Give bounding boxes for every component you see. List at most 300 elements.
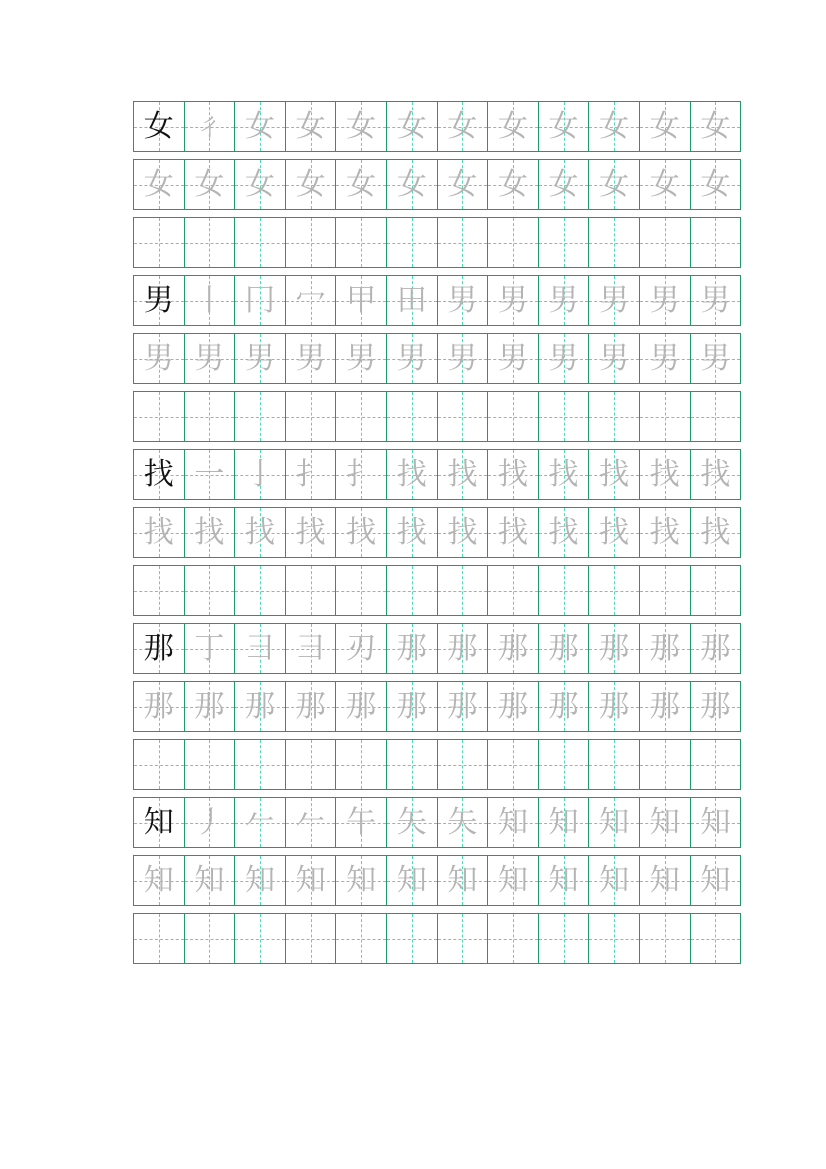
grid-cell bbox=[438, 160, 489, 209]
blank-practice-row bbox=[133, 739, 741, 790]
trace-character: 那 bbox=[700, 688, 731, 724]
grid-cell[interactable] bbox=[336, 914, 387, 963]
grid-cell bbox=[640, 450, 691, 499]
grid-cell bbox=[185, 276, 236, 325]
trace-character: 找 bbox=[346, 514, 377, 550]
grid-cell bbox=[134, 682, 185, 731]
grid-cell bbox=[336, 160, 387, 209]
model-character: 男 bbox=[143, 282, 174, 318]
grid-cell[interactable] bbox=[691, 740, 742, 789]
grid-cell[interactable] bbox=[438, 740, 489, 789]
grid-cell bbox=[134, 450, 185, 499]
grid-cell bbox=[589, 624, 640, 673]
grid-cell[interactable] bbox=[387, 566, 438, 615]
grid-cell bbox=[438, 102, 489, 151]
grid-cell bbox=[286, 160, 337, 209]
grid-cell[interactable] bbox=[185, 740, 236, 789]
trace-character: 找 bbox=[143, 514, 174, 550]
grid-cell[interactable] bbox=[539, 914, 590, 963]
grid-cell bbox=[387, 856, 438, 905]
grid-cell[interactable] bbox=[134, 566, 185, 615]
grid-cell bbox=[691, 798, 742, 847]
grid-cell[interactable] bbox=[134, 218, 185, 267]
trace-character: 那 bbox=[194, 688, 225, 724]
trace-character: 那 bbox=[497, 630, 528, 666]
trace-row bbox=[133, 855, 741, 906]
trace-character: 女 bbox=[194, 166, 225, 202]
trace-character: 那 bbox=[396, 630, 427, 666]
grid-cell bbox=[286, 798, 337, 847]
grid-cell[interactable] bbox=[235, 566, 286, 615]
grid-cell[interactable] bbox=[691, 566, 742, 615]
grid-cell bbox=[691, 508, 742, 557]
grid-cell bbox=[235, 334, 286, 383]
trace-character: 午 bbox=[346, 804, 377, 840]
grid-cell[interactable] bbox=[235, 740, 286, 789]
grid-cell bbox=[488, 160, 539, 209]
trace-character: 男 bbox=[346, 340, 377, 376]
grid-cell[interactable] bbox=[336, 566, 387, 615]
grid-cell bbox=[488, 450, 539, 499]
trace-character: 找 bbox=[649, 514, 680, 550]
trace-character: 男 bbox=[700, 282, 731, 318]
grid-cell bbox=[387, 450, 438, 499]
grid-cell bbox=[589, 102, 640, 151]
grid-cell[interactable] bbox=[235, 218, 286, 267]
trace-character: 那 bbox=[599, 630, 630, 666]
grid-cell bbox=[640, 682, 691, 731]
trace-character: 冂 bbox=[244, 282, 275, 318]
blank-practice-row bbox=[133, 565, 741, 616]
model-character: 找 bbox=[143, 456, 174, 492]
grid-cell[interactable] bbox=[286, 914, 337, 963]
trace-character: 找 bbox=[295, 514, 326, 550]
trace-character: 女 bbox=[649, 166, 680, 202]
grid-cell[interactable] bbox=[691, 392, 742, 441]
grid-cell[interactable] bbox=[387, 914, 438, 963]
trace-character: 男 bbox=[244, 340, 275, 376]
trace-character: 女 bbox=[396, 108, 427, 144]
grid-cell bbox=[691, 450, 742, 499]
grid-cell[interactable] bbox=[185, 218, 236, 267]
grid-cell[interactable] bbox=[438, 392, 489, 441]
grid-cell bbox=[488, 334, 539, 383]
model-character: 知 bbox=[143, 804, 174, 840]
stroke-order-row bbox=[133, 275, 741, 326]
trace-character: 男 bbox=[396, 340, 427, 376]
grid-cell[interactable] bbox=[640, 392, 691, 441]
trace-character: 女 bbox=[548, 108, 579, 144]
trace-character: 男 bbox=[649, 340, 680, 376]
trace-character: 那 bbox=[447, 688, 478, 724]
grid-cell bbox=[134, 508, 185, 557]
trace-character: 女 bbox=[295, 166, 326, 202]
grid-cell bbox=[589, 798, 640, 847]
grid-cell bbox=[438, 682, 489, 731]
model-character: 那 bbox=[143, 630, 174, 666]
trace-character: 男 bbox=[599, 282, 630, 318]
grid-cell bbox=[336, 798, 387, 847]
grid-cell bbox=[185, 798, 236, 847]
trace-character: 知 bbox=[548, 862, 579, 898]
grid-cell[interactable] bbox=[185, 566, 236, 615]
grid-cell[interactable] bbox=[387, 740, 438, 789]
grid-cell bbox=[640, 334, 691, 383]
trace-character: 知 bbox=[649, 862, 680, 898]
trace-character: 冖 bbox=[295, 282, 326, 318]
grid-cell[interactable] bbox=[134, 914, 185, 963]
trace-character: 女 bbox=[396, 166, 427, 202]
grid-cell bbox=[691, 624, 742, 673]
grid-cell bbox=[134, 624, 185, 673]
grid-cell[interactable] bbox=[640, 566, 691, 615]
grid-cell bbox=[134, 160, 185, 209]
trace-character: 彐 bbox=[244, 630, 275, 666]
grid-cell[interactable] bbox=[691, 914, 742, 963]
stroke-order-row bbox=[133, 449, 741, 500]
grid-cell bbox=[640, 276, 691, 325]
trace-character: ㄔ bbox=[194, 108, 225, 144]
trace-row bbox=[133, 507, 741, 558]
grid-cell bbox=[336, 624, 387, 673]
trace-character: 知 bbox=[548, 804, 579, 840]
grid-cell bbox=[438, 798, 489, 847]
grid-cell bbox=[691, 160, 742, 209]
blank-practice-row bbox=[133, 913, 741, 964]
grid-cell bbox=[387, 160, 438, 209]
trace-character: 知 bbox=[700, 862, 731, 898]
grid-cell bbox=[185, 102, 236, 151]
grid-cell[interactable] bbox=[336, 740, 387, 789]
grid-cell[interactable] bbox=[589, 740, 640, 789]
trace-character: 那 bbox=[447, 630, 478, 666]
trace-character: 女 bbox=[295, 108, 326, 144]
grid-cell bbox=[438, 334, 489, 383]
grid-cell bbox=[539, 334, 590, 383]
grid-cell bbox=[336, 276, 387, 325]
grid-cell bbox=[235, 508, 286, 557]
trace-row bbox=[133, 681, 741, 732]
grid-cell bbox=[539, 798, 590, 847]
blank-practice-row bbox=[133, 217, 741, 268]
trace-character: 女 bbox=[497, 108, 528, 144]
grid-cell[interactable] bbox=[438, 566, 489, 615]
grid-cell bbox=[286, 856, 337, 905]
grid-cell bbox=[438, 450, 489, 499]
grid-cell bbox=[539, 102, 590, 151]
grid-cell bbox=[488, 624, 539, 673]
trace-character: 男 bbox=[649, 282, 680, 318]
grid-cell[interactable] bbox=[539, 392, 590, 441]
trace-character: 知 bbox=[346, 862, 377, 898]
grid-cell bbox=[387, 508, 438, 557]
trace-character: 女 bbox=[447, 108, 478, 144]
grid-cell bbox=[589, 682, 640, 731]
trace-character: 丿 bbox=[194, 804, 225, 840]
grid-cell[interactable] bbox=[691, 218, 742, 267]
trace-character: 女 bbox=[599, 166, 630, 202]
grid-cell bbox=[640, 798, 691, 847]
grid-cell bbox=[235, 276, 286, 325]
grid-cell bbox=[286, 276, 337, 325]
grid-cell bbox=[488, 508, 539, 557]
grid-cell[interactable] bbox=[488, 740, 539, 789]
stroke-order-row bbox=[133, 623, 741, 674]
grid-cell bbox=[235, 798, 286, 847]
grid-cell bbox=[539, 160, 590, 209]
trace-character: 那 bbox=[396, 688, 427, 724]
grid-cell[interactable] bbox=[488, 392, 539, 441]
grid-cell bbox=[589, 334, 640, 383]
grid-cell bbox=[438, 508, 489, 557]
grid-cell bbox=[286, 334, 337, 383]
grid-cell[interactable] bbox=[640, 740, 691, 789]
grid-cell bbox=[235, 102, 286, 151]
grid-cell bbox=[589, 856, 640, 905]
grid-cell bbox=[488, 276, 539, 325]
trace-character: 女 bbox=[143, 166, 174, 202]
trace-character: 女 bbox=[244, 108, 275, 144]
trace-character: 找 bbox=[497, 514, 528, 550]
trace-character: 男 bbox=[447, 340, 478, 376]
grid-cell bbox=[185, 160, 236, 209]
grid-cell bbox=[691, 276, 742, 325]
trace-character: 丨 bbox=[194, 282, 225, 318]
grid-cell bbox=[589, 276, 640, 325]
grid-cell[interactable] bbox=[589, 566, 640, 615]
grid-cell bbox=[387, 334, 438, 383]
trace-character: 找 bbox=[497, 456, 528, 492]
trace-row bbox=[133, 159, 741, 210]
practice-sheet bbox=[133, 101, 741, 971]
trace-character: 女 bbox=[700, 166, 731, 202]
grid-cell bbox=[185, 682, 236, 731]
grid-cell bbox=[286, 450, 337, 499]
grid-cell bbox=[185, 508, 236, 557]
grid-cell bbox=[286, 682, 337, 731]
trace-character: 扌 bbox=[346, 456, 377, 492]
grid-cell bbox=[134, 798, 185, 847]
grid-cell bbox=[691, 682, 742, 731]
grid-cell[interactable] bbox=[134, 392, 185, 441]
grid-cell bbox=[286, 624, 337, 673]
grid-cell[interactable] bbox=[488, 218, 539, 267]
trace-character: 那 bbox=[548, 688, 579, 724]
grid-cell[interactable] bbox=[336, 392, 387, 441]
trace-character: 甲 bbox=[346, 282, 377, 318]
grid-cell bbox=[691, 102, 742, 151]
grid-cell bbox=[488, 102, 539, 151]
trace-character: 男 bbox=[194, 340, 225, 376]
grid-cell bbox=[539, 450, 590, 499]
trace-character: 那 bbox=[599, 688, 630, 724]
grid-cell bbox=[589, 160, 640, 209]
trace-character: 一 bbox=[194, 456, 225, 492]
trace-character: 知 bbox=[244, 862, 275, 898]
grid-cell bbox=[134, 856, 185, 905]
trace-character: 找 bbox=[700, 456, 731, 492]
grid-cell[interactable] bbox=[539, 218, 590, 267]
grid-cell bbox=[488, 856, 539, 905]
grid-cell[interactable] bbox=[286, 218, 337, 267]
grid-cell bbox=[387, 276, 438, 325]
trace-character: 𠂉 bbox=[244, 804, 275, 840]
trace-character: 田 bbox=[396, 282, 427, 318]
grid-cell bbox=[488, 798, 539, 847]
grid-cell bbox=[185, 334, 236, 383]
grid-cell[interactable] bbox=[539, 566, 590, 615]
grid-cell bbox=[387, 624, 438, 673]
trace-character: 那 bbox=[143, 688, 174, 724]
grid-cell bbox=[134, 334, 185, 383]
trace-character: 找 bbox=[447, 514, 478, 550]
trace-character: 女 bbox=[346, 108, 377, 144]
trace-character: 知 bbox=[143, 862, 174, 898]
grid-cell bbox=[185, 450, 236, 499]
grid-cell[interactable] bbox=[235, 392, 286, 441]
trace-character: 知 bbox=[447, 862, 478, 898]
trace-character: 男 bbox=[447, 282, 478, 318]
trace-character: 找 bbox=[548, 456, 579, 492]
grid-cell[interactable] bbox=[589, 392, 640, 441]
trace-character: 亅 bbox=[244, 456, 275, 492]
grid-cell bbox=[336, 450, 387, 499]
trace-character: 女 bbox=[649, 108, 680, 144]
grid-cell bbox=[387, 682, 438, 731]
grid-cell[interactable] bbox=[134, 740, 185, 789]
grid-cell[interactable] bbox=[286, 566, 337, 615]
trace-character: 矢 bbox=[447, 804, 478, 840]
grid-cell[interactable] bbox=[185, 914, 236, 963]
grid-cell bbox=[134, 276, 185, 325]
grid-cell bbox=[336, 856, 387, 905]
trace-character: 知 bbox=[649, 804, 680, 840]
trace-character: 知 bbox=[700, 804, 731, 840]
trace-character: 找 bbox=[548, 514, 579, 550]
model-character: 女 bbox=[143, 108, 174, 144]
trace-character: 找 bbox=[396, 514, 427, 550]
grid-cell bbox=[336, 508, 387, 557]
trace-character: 女 bbox=[700, 108, 731, 144]
trace-character: 找 bbox=[244, 514, 275, 550]
trace-character: 那 bbox=[700, 630, 731, 666]
trace-character: 女 bbox=[447, 166, 478, 202]
grid-cell[interactable] bbox=[589, 914, 640, 963]
trace-character: 女 bbox=[497, 166, 528, 202]
grid-cell bbox=[438, 856, 489, 905]
grid-cell[interactable] bbox=[539, 740, 590, 789]
trace-character: 男 bbox=[497, 340, 528, 376]
grid-cell bbox=[286, 102, 337, 151]
trace-character: 𠂉 bbox=[295, 804, 326, 840]
grid-cell[interactable] bbox=[336, 218, 387, 267]
grid-cell[interactable] bbox=[235, 914, 286, 963]
trace-character: 知 bbox=[599, 804, 630, 840]
grid-cell bbox=[691, 856, 742, 905]
trace-character: 那 bbox=[295, 688, 326, 724]
grid-cell bbox=[539, 856, 590, 905]
trace-character: 刃 bbox=[346, 630, 377, 666]
grid-cell bbox=[539, 508, 590, 557]
grid-cell bbox=[235, 624, 286, 673]
trace-character: 男 bbox=[143, 340, 174, 376]
grid-cell bbox=[235, 450, 286, 499]
grid-cell bbox=[539, 682, 590, 731]
trace-character: 知 bbox=[497, 804, 528, 840]
grid-cell[interactable] bbox=[387, 392, 438, 441]
trace-character: 知 bbox=[599, 862, 630, 898]
trace-character: 女 bbox=[548, 166, 579, 202]
grid-cell bbox=[185, 856, 236, 905]
trace-character: 知 bbox=[194, 862, 225, 898]
grid-cell[interactable] bbox=[387, 218, 438, 267]
grid-cell bbox=[235, 682, 286, 731]
trace-character: 找 bbox=[700, 514, 731, 550]
stroke-order-row bbox=[133, 101, 741, 152]
grid-cell[interactable] bbox=[640, 218, 691, 267]
grid-cell[interactable] bbox=[185, 392, 236, 441]
grid-cell bbox=[336, 102, 387, 151]
trace-character: 找 bbox=[194, 514, 225, 550]
grid-cell[interactable] bbox=[488, 566, 539, 615]
grid-cell[interactable] bbox=[286, 392, 337, 441]
trace-character: 那 bbox=[244, 688, 275, 724]
grid-cell[interactable] bbox=[589, 218, 640, 267]
trace-character: 扌 bbox=[295, 456, 326, 492]
grid-cell bbox=[640, 624, 691, 673]
trace-character: 女 bbox=[599, 108, 630, 144]
grid-cell bbox=[640, 508, 691, 557]
grid-cell[interactable] bbox=[640, 914, 691, 963]
grid-cell bbox=[691, 334, 742, 383]
grid-cell bbox=[235, 160, 286, 209]
trace-character: 知 bbox=[497, 862, 528, 898]
grid-cell[interactable] bbox=[438, 218, 489, 267]
trace-character: 知 bbox=[396, 862, 427, 898]
trace-character: 男 bbox=[700, 340, 731, 376]
grid-cell bbox=[387, 798, 438, 847]
grid-cell bbox=[539, 624, 590, 673]
trace-character: 那 bbox=[649, 630, 680, 666]
grid-cell[interactable] bbox=[488, 914, 539, 963]
grid-cell bbox=[640, 856, 691, 905]
trace-character: 男 bbox=[548, 340, 579, 376]
trace-character: 男 bbox=[497, 282, 528, 318]
grid-cell bbox=[336, 682, 387, 731]
trace-character: 那 bbox=[346, 688, 377, 724]
grid-cell bbox=[640, 160, 691, 209]
grid-cell bbox=[185, 624, 236, 673]
trace-character: 那 bbox=[649, 688, 680, 724]
trace-character: 那 bbox=[497, 688, 528, 724]
grid-cell bbox=[387, 102, 438, 151]
grid-cell bbox=[134, 102, 185, 151]
trace-character: 那 bbox=[548, 630, 579, 666]
trace-character: 找 bbox=[599, 514, 630, 550]
grid-cell[interactable] bbox=[286, 740, 337, 789]
grid-cell[interactable] bbox=[438, 914, 489, 963]
grid-cell bbox=[235, 856, 286, 905]
trace-character: 女 bbox=[244, 166, 275, 202]
trace-character: 找 bbox=[599, 456, 630, 492]
grid-cell bbox=[286, 508, 337, 557]
trace-character: 找 bbox=[396, 456, 427, 492]
grid-cell bbox=[589, 508, 640, 557]
trace-character: 男 bbox=[295, 340, 326, 376]
trace-character: 男 bbox=[599, 340, 630, 376]
trace-character: 找 bbox=[649, 456, 680, 492]
trace-character: 找 bbox=[447, 456, 478, 492]
